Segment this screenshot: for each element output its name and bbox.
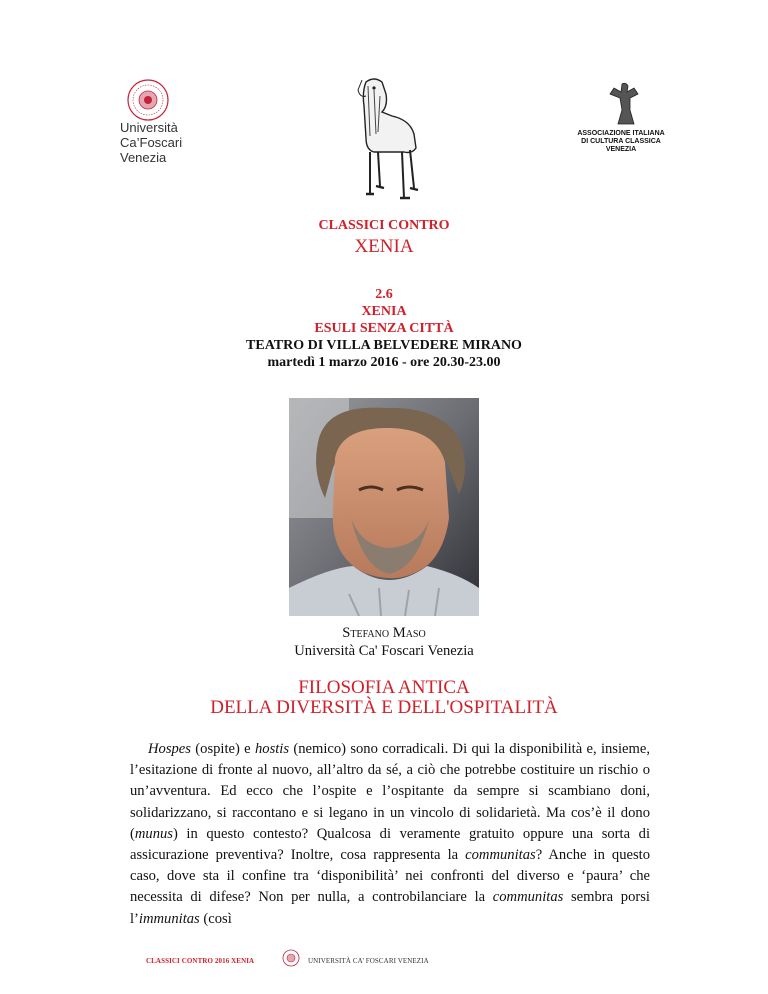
term-hospes: Hospes [148,741,191,757]
term-communitas-2: communitas [492,889,564,906]
speaker-photo [289,398,479,616]
footer-seal-icon [282,949,300,967]
horse-illustration-icon [352,76,426,218]
event-venue: TEATRO DI VILLA BELVEDERE MIRANO [246,338,522,353]
body-text-2: (ospite) e [190,741,255,757]
body-text-6: ) in questo contesto? Qualcosa di veramente gratuito oppure una sorta di assicurazione preventiva? Inoltre, cosa rappresenta la [130,825,650,864]
body-text-8: ? Anche in questo caso, dove sta il confine tra ‘disponibilità’ nei confronti del diverso e ‘paura’ che necessita di difese? Non per nulla, a controbilanciare la [130,847,650,906]
series-title: CLASSICI CONTRO [318,218,450,233]
event-title: XENIA [361,304,407,319]
aicc-line-1: ASSOCIAZIONE ITALIANA [577,130,665,137]
speaker-affiliation: Università Ca' Foscari Venezia [294,643,474,659]
ucf-line-2: Ca’Foscari [120,135,183,150]
event-date: martedì 1 marzo 2016 - ore 20.30-23.00 [267,355,501,370]
ucf-line-1: Università [120,120,178,135]
ca-foscari-wordmark [120,120,230,165]
speaker-name-text: Stefano Maso [342,625,426,641]
ca-foscari-logo [96,78,206,178]
term-communitas-1: communitas [465,847,536,864]
body-text-10: sembra porsi l’ [130,889,650,927]
ucf-line-3: Venezia [120,150,167,165]
term-hostis: hostis [254,741,290,757]
aicc-logo [566,82,676,172]
body-paragraph [130,739,650,930]
series-subtitle: XENIA [354,236,414,257]
body-text-12: (così [199,910,232,927]
talk-title-line-1: FILOSOFIA ANTICA [298,677,470,698]
aicc-line-2: DI CULTURA CLASSICA [581,138,661,145]
term-immunitas: immunitas [138,910,200,927]
term-munus: munus [134,825,173,842]
footer-right: UNIVERSITÀ CA’ FOSCARI VENEZIA [308,957,429,965]
aicc-wordmark [566,130,676,154]
winged-statue-icon [604,82,644,126]
aicc-line-3: VENEZIA [605,146,637,153]
event-subtitle: ESULI SENZA CITTÀ [314,321,454,336]
body-text-4: (nemico) sono corradicali. Di qui la disponibilità e, insieme, l’esitazione di fronte al nuovo, all’altro da sé, a ciò che potrebbe costituire un rischio o un’avventura. Ed ecco che l’ospite e l’ospitante da sempre si scambiano doni, solidarizzano, si raccontano e si legano in un vincolo di solidarietà. Ma cos’è il dono ( [130,741,650,842]
talk-title-line-2: DELLA DIVERSITÀ E DELL'OSPITALITÀ [210,697,558,718]
footer-left: CLASSICI CONTRO 2016 XENIA [146,957,255,965]
speaker-name [0,625,768,642]
event-number: 2.6 [375,287,393,302]
